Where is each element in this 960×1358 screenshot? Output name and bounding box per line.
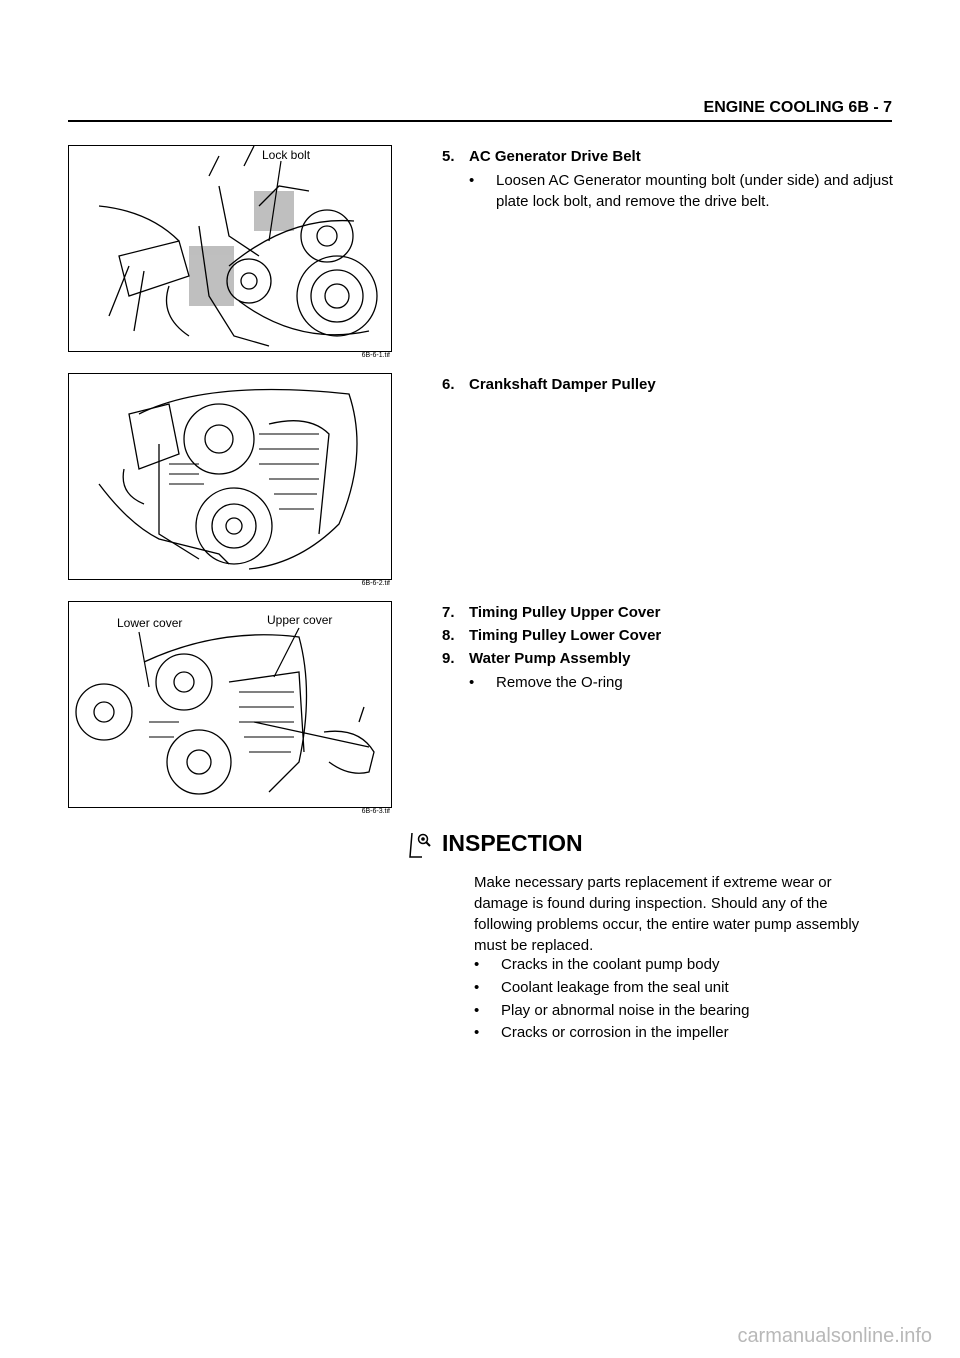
figure-caption: 6B-6-2.tif: [361, 580, 390, 587]
bullet-dot: •: [474, 1024, 480, 1041]
step-title: Crankshaft Damper Pulley: [469, 376, 656, 393]
inspection-magnifier-icon: [408, 831, 434, 859]
inspection-bullet: [474, 1000, 904, 1021]
ac-generator-illustration: [69, 146, 391, 351]
step-9-bullet: [469, 672, 899, 693]
step-5: [442, 148, 641, 165]
step-title: Water Pump Assembly: [469, 650, 631, 667]
crankshaft-damper-illustration: [69, 374, 391, 579]
bullet-text: Play or abnormal noise in the bearing: [501, 1002, 750, 1019]
figure-caption: 6B-6-3.tif: [361, 808, 390, 815]
bullet-dot: •: [469, 172, 475, 189]
step-number: 5.: [442, 148, 455, 165]
step-title: AC Generator Drive Belt: [469, 148, 641, 165]
step-number: 9.: [442, 650, 455, 667]
figure-caption: 6B-6-1.tif: [361, 352, 390, 359]
figure-label-lock-bolt: Lock bolt: [262, 148, 311, 162]
watermark: carmanualsonline.info: [737, 1325, 932, 1347]
step-7: [442, 604, 660, 621]
inspection-paragraph: Make necessary parts replacement if extreme wear or damage is found during inspection. Should any of the following problems occur, the entire water pump assembly must be replaced.: [474, 874, 860, 954]
inspection-bullet: [474, 977, 904, 998]
bullet-text: Cracks or corrosion in the impeller: [501, 1024, 729, 1041]
figure-label-lower-cover: Lower cover: [117, 616, 183, 630]
figure-label-upper-cover: Upper cover: [267, 613, 333, 627]
bullet-text: Remove the O-ring: [496, 674, 623, 691]
step-number: 7.: [442, 604, 455, 621]
step-5-bullet: [469, 170, 899, 212]
step-number: 8.: [442, 627, 455, 644]
inspection-heading: INSPECTION: [442, 830, 583, 856]
pulley-covers-illustration: [69, 602, 391, 807]
bullet-dot: •: [474, 956, 480, 973]
step-number: 6.: [442, 376, 455, 393]
bullet-text: Cracks in the coolant pump body: [501, 956, 720, 973]
step-8: [442, 627, 661, 644]
bullet-dot: •: [469, 674, 475, 691]
bullet-text: Loosen AC Generator mounting bolt (under side) and adjust plate lock bolt, and remove the drive belt.: [496, 172, 893, 210]
step-6: [442, 376, 656, 393]
figure-pulley-covers: [68, 601, 392, 808]
bullet-text: Coolant leakage from the seal unit: [501, 979, 729, 996]
header-rule: [68, 120, 892, 122]
step-title: Timing Pulley Lower Cover: [469, 627, 662, 644]
page-header: ENGINE COOLING 6B - 7: [703, 99, 892, 116]
figure-crankshaft-damper: [68, 373, 392, 580]
figure-ac-generator: [68, 145, 392, 352]
bullet-dot: •: [474, 979, 480, 996]
inspection-bullet: [474, 954, 904, 975]
step-9: [442, 650, 630, 667]
bullet-dot: •: [474, 1002, 480, 1019]
step-title: Timing Pulley Upper Cover: [469, 604, 661, 621]
inspection-bullet: [474, 1022, 904, 1043]
